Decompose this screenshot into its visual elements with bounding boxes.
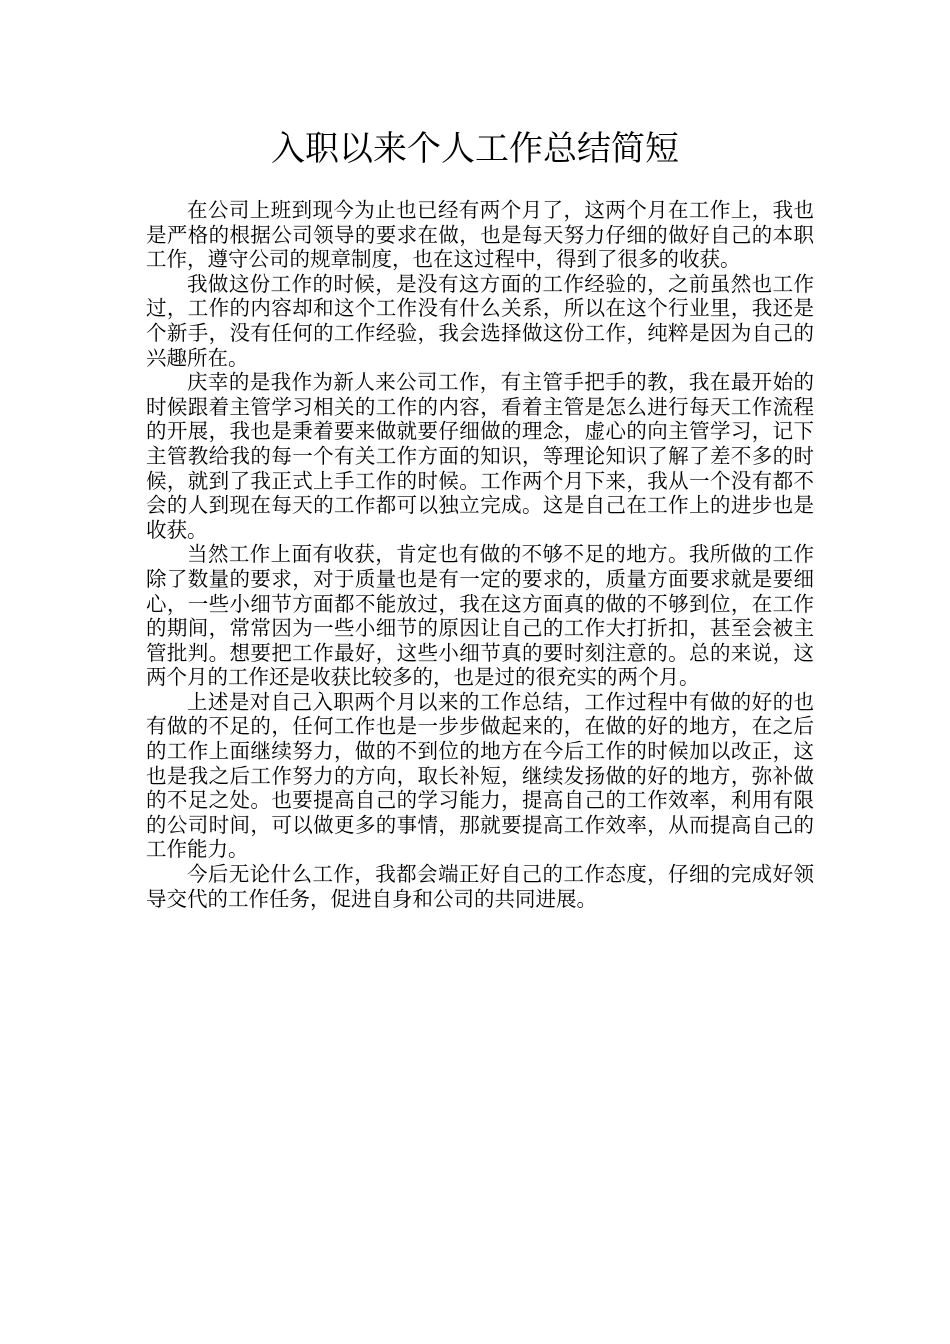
paragraph-4: 当然工作上面有收获，肯定也有做的不够不足的地方。我所做的工作除了数量的要求，对于质量也是有一定的要求的，质量方面要求就是要细心，一些小细节方面都不能放过，我在这方面真的做的不够到位，在工作的期间，常常因为一些小细节的原因让自己的工作大打折扣，甚至会被主管批判。想要把工作最好，这些小细节真的要时刻注意的。总的来说，这两个月的工作还是收获比较多的，也是过的很充实的两个月。 bbox=[146, 542, 814, 690]
paragraph-6: 今后无论什么工作，我都会端正好自己的工作态度，仔细的完成好领导交代的工作任务，促进自身和公司的共同进展。 bbox=[146, 862, 814, 911]
paragraph-3: 庆幸的是我作为新人来公司工作，有主管手把手的教，我在最开始的时候跟着主管学习相关的工作的内容，看着主管是怎么进行每天工作流程的开展，我也是秉着要来做就要仔细做的理念，虚心的向主管学习，记下主管教给我的每一个有关工作方面的知识，等理论知识了解了差不多的时候，就到了我正式上手工作的时候。工作两个月下来，我从一个没有都不会的人到现在每天的工作都可以独立完成。这是自己在工作上的进步也是收获。 bbox=[146, 370, 814, 542]
paragraph-2: 我做这份工作的时候，是没有这方面的工作经验的，之前虽然也工作过，工作的内容却和这个工作没有什么关系，所以在这个行业里，我还是个新手，没有任何的工作经验，我会选择做这份工作，纯粹是因为自己的兴趣所在。 bbox=[146, 271, 814, 370]
paragraph-5: 上述是对自己入职两个月以来的工作总结，工作过程中有做的好的也有做的不足的，任何工作也是一步步做起来的，在做的好的地方，在之后的工作上面继续努力，做的不到位的地方在今后工作的时候加以改正，这也是我之后工作努力的方向，取长补短，继续发扬做的好的地方，弥补做的不足之处。也要提高自己的学习能力，提高自己的工作效率，利用有限的公司时间，可以做更多的事情，那就要提高工作效率，从而提高自己的工作能力。 bbox=[146, 689, 814, 862]
paragraph-1: 在公司上班到现今为止也已经有两个月了，这两个月在工作上，我也是严格的根据公司领导的要求在做，也是每天努力仔细的做好自己的本职工作，遵守公司的规章制度，也在这过程中，得到了很多的收获。 bbox=[146, 198, 814, 272]
document-title: 入职以来个人工作总结简短 bbox=[271, 129, 679, 169]
document-body bbox=[146, 198, 814, 911]
